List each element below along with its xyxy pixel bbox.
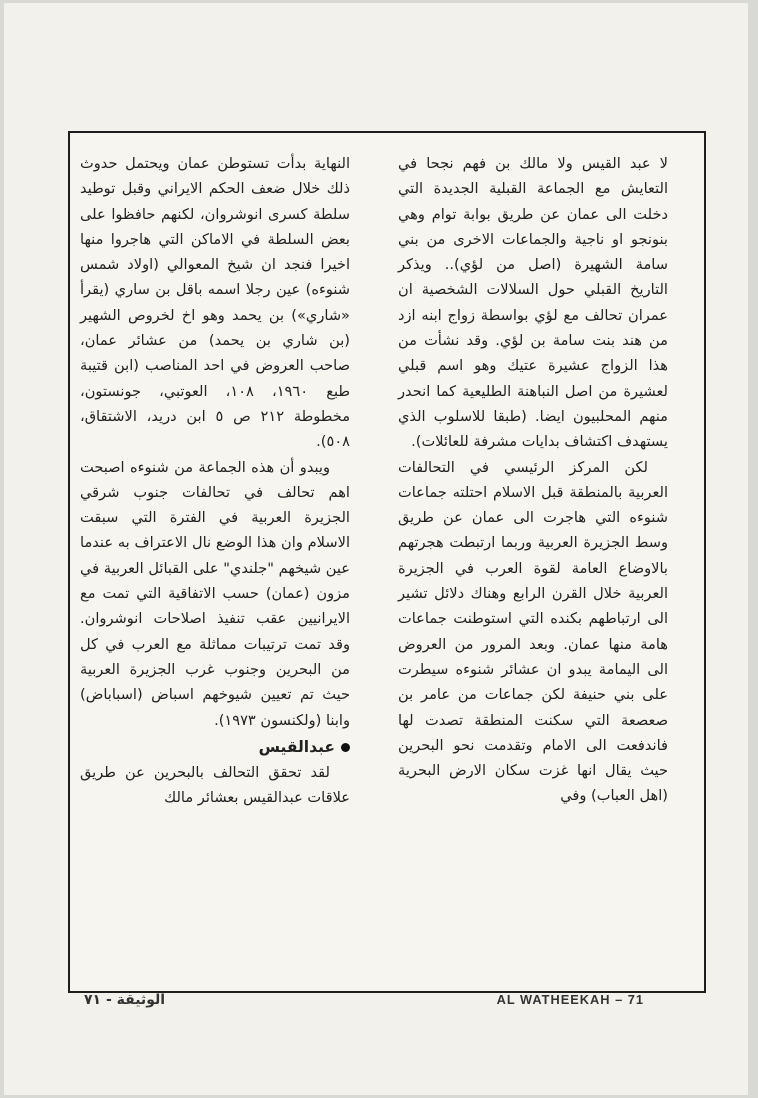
right-column (398, 151, 668, 809)
footer-latin-page-number: AL WATHEEKAH – 71 (496, 992, 644, 1007)
footer-arabic-page-number: الوثيقة - ٧١ (84, 992, 166, 1008)
section-heading (80, 735, 350, 760)
paragraph: لقد تحقق التحالف بالبحرين عن طريق علاقات عبدالقيس بعشائر مالك (80, 764, 350, 807)
paragraph: لا عبد القيس ولا مالك بن فهم نجحا في التعايش مع الجماعة القبلية الجديدة التي دخلت الى عمان عن طريق بوابة توام وهي بنونجو او ناجية والجماعات الاخرى من بني سامة الشهيرة (اصل من لؤي).. ويذكر التاريخ القبلي حول السلالات الشخصية ان عمران تحالف مع لؤي بواسطة زواج ابنه ازد من هند بنت سامة بن لؤي. وقد نشأت من هذا الزواج عشيرة عتيك وهو اسم قبلي لعشيرة من اصل النباهنة الطليعية كما انحدر منهم المحلبيون ايضا. (طبقا للاسلوب الذي يستهدف اكتشاف بدايات مشرفة للعائلات). (398, 155, 668, 451)
page (4, 3, 748, 1095)
bullet-icon (341, 743, 350, 752)
article-frame (68, 131, 706, 993)
paragraph: لكن المركز الرئيسي في التحالفات العربية بالمنطقة قبل الاسلام احتلته جماعات شنوءه التي هاجرت الى عمان عن طريق وسط الجزيرة العربية وربما ارتبطت هجرتهم بالاوضاع العامة لقوة العرب في الجزيرة العربية خلال القرن الرابع وهناك دلائل تشير الى ارتباطهم بكنده التي استوطنت جماعات هامة منها عمان. وبعد المرور من العروض الى اليمامة يبدو ان عشائر شنوءه سيطرت على بني حنيفة لكن جماعات من عامر بن صعصعة التي سكنت المنطقة تصدت لها فاندفعت الى الامام وتقدمت نحو البحرين حيث يقال انها غزت سكان الارض البحرية (اهل العباب) وفي (398, 458, 668, 805)
paragraph: ويبدو أن هذه الجماعة من شنوءه اصبحت اهم تحالف في تحالفات جنوب شرقي الجزيرة العربية في الفترة التي سبقت الاسلام وان هذا الوضع نال الاعتراف به عندما عين شيخهم "جلندي" على القبائل العربية في مزون (عمان) حسب الاتفاقية التي تمت مع الايرانيين عقب تنفيذ اصلاحات انوشروان. وقد تمت ترتيبات مماثلة مع العرب في كل من البحرين وجنوب غرب الجزيرة العربية حيث تم تعيين شيوخهم اسباض (اسباباض) وابنا (ولكنسون ١٩٧٣). (80, 458, 350, 729)
paragraph: النهاية بدأت تستوطن عمان ويحتمل حدوث ذلك خلال ضعف الحكم الايراني وقبل توطيد سلطة كسرى انوشروان، لكنهم حافظوا على بعض السلطة في الاماكن التي هاجروا منها اخيرا فنجد ان شيخ المعوالي (اولاد شمس شنوءه) عين رجلا اسمه باقل بن ساري (يقرأ «شاري») بن يحمد وهو اخ لخروص الشهير (بن شاري بن يحمد) من عشائر عمان، صاحب العروض في احد المناصب (ابن قتيبة طبع ١٩٦٠، ١٠٨، العوتبي، جونستون، مخطوطة ٢١٢ ص ٥ ابن دريد، الاشتقاق، ٥٠٨). (80, 155, 351, 451)
section-heading-text: عبدالقيس (258, 737, 335, 756)
left-column (80, 151, 350, 811)
